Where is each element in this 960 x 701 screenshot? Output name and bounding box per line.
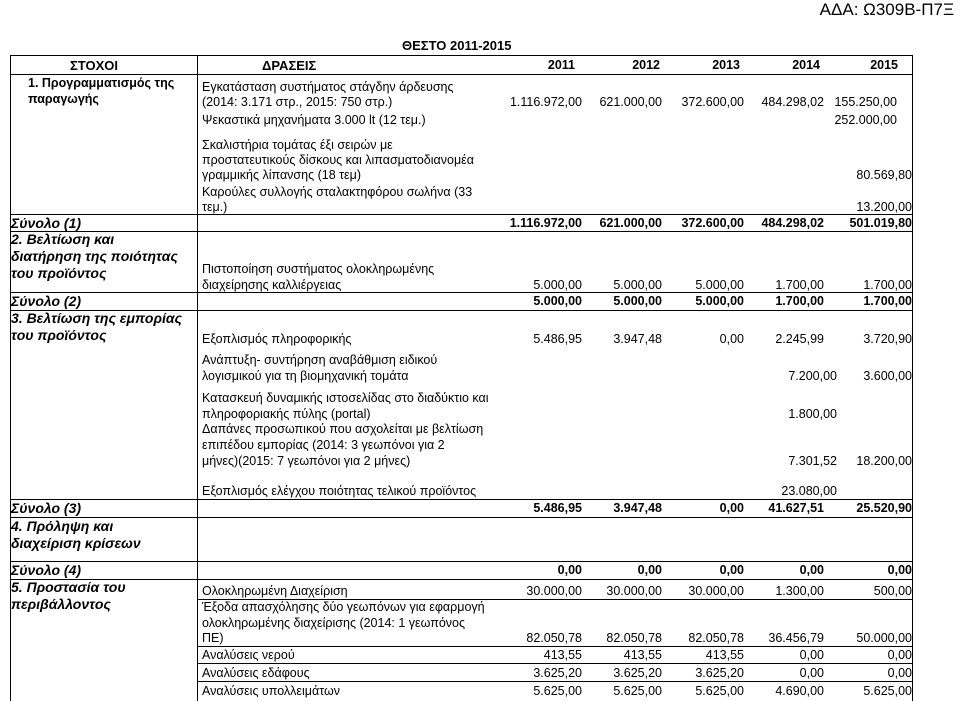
action-7-2015: 3.600,00 (863, 369, 912, 383)
total-1-label: Σύνολο (1) (11, 215, 82, 231)
action-8-line-1: Κατασκευή δυναμικής ιστοσελίδας στο διαδύκτιο και (202, 391, 489, 405)
action-15-2013: 5.625,00 (695, 684, 744, 698)
action-12-line-2: ολοκληρωμένης διαχείρισης (2014: 1 γεωπόνος (202, 616, 465, 630)
total-3-2013: 0,00 (719, 501, 744, 515)
action-6-2015: 3.720,90 (863, 332, 912, 346)
action-5-line-2: διαχείρησης καλλιέργειας (202, 278, 342, 292)
action-11-line-1: Ολοκληρωμένη Διαχείριση (202, 584, 348, 598)
action-11-2015: 500,00 (873, 584, 912, 598)
total-1-2014: 484.298,02 (761, 216, 824, 230)
action-9-2015: 18.200,00 (856, 454, 912, 468)
action-2-2015: 252.000,00 (834, 113, 897, 127)
action-1-line-2: (2014: 3.171 στρ., 2015: 750 στρ.) (202, 95, 393, 109)
action-12-2012: 82.050,78 (606, 631, 662, 645)
total-1-2015: 501.019,80 (849, 216, 912, 230)
action-10-2014: 23.080,00 (781, 484, 837, 498)
action-6-2014: 2.245,99 (775, 332, 824, 346)
total-2-2015: 1.700,00 (863, 294, 912, 308)
total-4-2013: 0,00 (719, 563, 744, 577)
action-6-2011: 5.486,95 (533, 332, 582, 346)
action-13-2012: 413,55 (623, 648, 662, 662)
action-5-2013: 5.000,00 (695, 278, 744, 292)
total-2-2014: 1.700,00 (775, 294, 824, 308)
action-3-line-2: προστατευτικούς δίσκους και λιπασματοδιανομέα (202, 153, 474, 167)
action-15-2014: 4.690,00 (775, 684, 824, 698)
total-3-label: Σύνολο (3) (11, 500, 82, 516)
goal-1-line-2: παραγωγής (28, 92, 99, 106)
header-year-2015: 2015 (870, 58, 898, 72)
action-9-line-2: επιπέδου εμπορίας (2014: 3 γεωπόνοι για 2 (202, 438, 445, 452)
action-9-line-1: Δαπάνες προσωπικού που ασχολείται με βελτίωση (202, 422, 484, 436)
goal-2-line-1: 2. Βελτίωση και (11, 231, 115, 247)
action-4-2015: 13.200,00 (856, 200, 912, 214)
action-8-2014: 1.800,00 (788, 407, 837, 421)
action-10-line-1: Εξοπλισμός ελέγχου ποιότητας τελικού προϊόντος (202, 484, 477, 498)
goal-3-line-2: του προϊόντος (11, 327, 107, 343)
action-5-line-1: Πιστοποίηση συστήματος ολοκληρωμένης (202, 262, 435, 276)
goal-3-line-1: 3. Βελτίωση της εμπορίας (11, 310, 182, 326)
action-15-line-1: Αναλύσεις υπολλειμάτων (202, 684, 340, 698)
goal-1-line-1: 1. Προγραμματισμός της (28, 76, 175, 90)
goal-5-line-2: περιβάλλοντος (11, 596, 111, 612)
goal-2-line-3: του προϊόντος (11, 265, 107, 281)
action-15-2015: 5.625,00 (863, 684, 912, 698)
action-11-2012: 30.000,00 (606, 584, 662, 598)
action-14-2011: 3.625,20 (533, 666, 582, 680)
action-6-2013: 0,00 (719, 332, 744, 346)
action-7-2014: 7.200,00 (788, 369, 837, 383)
action-12-2011: 82.050,78 (526, 631, 582, 645)
action-7-line-2: λογισμικού για τη βιομηχανική τομάτα (202, 369, 409, 383)
header-year-2013: 2013 (712, 58, 740, 72)
header-year-2011: 2011 (547, 58, 575, 72)
action-11-2011: 30.000,00 (526, 584, 582, 598)
action-13-line-1: Αναλύσεις νερού (202, 648, 295, 662)
action-15-2012: 5.625,00 (613, 684, 662, 698)
action-5-2015: 1.700,00 (863, 278, 912, 292)
action-14-2014: 0,00 (799, 666, 824, 680)
page-title: ΘΕΣΤΟ 2011-2015 (402, 38, 512, 53)
total-4-label: Σύνολο (4) (11, 562, 82, 578)
action-1-2015: 155.250,00 (834, 95, 897, 109)
action-1-2012: 621.000,00 (599, 95, 662, 109)
action-12-2014: 36.456,79 (768, 631, 824, 645)
action-12-line-3: ΠΕ) (202, 631, 224, 645)
action-12-line-1: Έξοδα απασχόλησης δύο γεωπόνων για εφαρμογή (202, 600, 485, 614)
action-1-2011: 1.116.972,00 (509, 95, 582, 109)
action-5-2011: 5.000,00 (533, 278, 582, 292)
total-3-2012: 3.947,48 (613, 501, 662, 515)
total-4-2015: 0,00 (887, 563, 912, 577)
action-12-2013: 82.050,78 (688, 631, 744, 645)
action-5-2014: 1.700,00 (775, 278, 824, 292)
action-3-2015: 80.569,80 (856, 168, 912, 182)
action-3-line-1: Σκαλιστήρια τομάτας έξι σειρών με (202, 138, 393, 152)
action-1-2013: 372.600,00 (681, 95, 744, 109)
action-5-2012: 5.000,00 (613, 278, 662, 292)
goal-4-line-1: 4. Πρόληψη και (11, 518, 114, 534)
action-12-2015: 50.000,00 (856, 631, 912, 645)
total-2-2012: 5.000,00 (613, 294, 662, 308)
goal-4-line-2: διαχείριση κρίσεων (11, 535, 141, 551)
total-1-2011: 1.116.972,00 (509, 216, 582, 230)
header-year-2012: 2012 (632, 58, 660, 72)
action-3-line-3: γραμμικής λίπανσης (18 τεμ) (202, 168, 361, 182)
action-13-2014: 0,00 (799, 648, 824, 662)
action-14-2013: 3.625,20 (695, 666, 744, 680)
header-actions: ΔΡΑΣΕΙΣ (262, 58, 317, 73)
header-goals: ΣΤΟΧΟΙ (70, 58, 119, 73)
total-2-label: Σύνολο (2) (11, 293, 82, 309)
action-14-2015: 0,00 (887, 666, 912, 680)
action-8-line-2: πληροφοριακής πύλης (portal) (202, 407, 371, 421)
action-11-2014: 1.300,00 (775, 584, 824, 598)
action-4-line-1: Καρούλες συλλογής σταλακτηφόρου σωλήνα (33 (202, 185, 473, 199)
action-6-line-1: Εξοπλισμός πληροφορικής (202, 332, 352, 346)
action-14-line-1: Αναλύσεις εδάφους (202, 666, 310, 680)
action-13-2015: 0,00 (887, 648, 912, 662)
action-1-line-1: Εγκατάσταση συστήματος στάγδην άρδευσης (202, 80, 454, 94)
total-3-2011: 5.486,95 (533, 501, 582, 515)
action-9-line-3: μήνες)(2015: 7 γεωπόνοι για 2 μήνες) (202, 454, 411, 468)
action-7-line-1: Ανάπτυξη- συντήρηση αναβάθμιση ειδικού (202, 353, 438, 367)
total-4-2011: 0,00 (557, 563, 582, 577)
total-3-2015: 25.520,90 (856, 501, 912, 515)
action-2-line-1: Ψεκαστικά μηχανήματα 3.000 lt (12 τεμ.) (202, 113, 426, 127)
action-11-2013: 30.000,00 (688, 584, 744, 598)
total-1-2012: 621.000,00 (599, 216, 662, 230)
goal-5-line-1: 5. Προστασία του (11, 579, 126, 595)
action-13-2013: 413,55 (705, 648, 744, 662)
action-6-2012: 3.947,48 (613, 332, 662, 346)
total-2-2013: 5.000,00 (695, 294, 744, 308)
total-4-2012: 0,00 (637, 563, 662, 577)
total-3-2014: 41.627,51 (768, 501, 824, 515)
goal-2-line-2: διατήρηση της ποιότητας (11, 248, 178, 264)
action-13-2011: 413,55 (543, 648, 582, 662)
action-14-2012: 3.625,20 (613, 666, 662, 680)
action-4-line-2: τεμ.) (202, 200, 228, 214)
header-year-2014: 2014 (792, 58, 820, 72)
action-1-2014: 484.298,02 (761, 95, 824, 109)
ada-code: ΑΔΑ: Ω309Β-Π7Ξ (819, 0, 954, 19)
total-4-2014: 0,00 (799, 563, 824, 577)
action-9-2014: 7.301,52 (788, 454, 837, 468)
total-2-2011: 5.000,00 (533, 294, 582, 308)
action-15-2011: 5.625,00 (533, 684, 582, 698)
total-1-2013: 372.600,00 (681, 216, 744, 230)
